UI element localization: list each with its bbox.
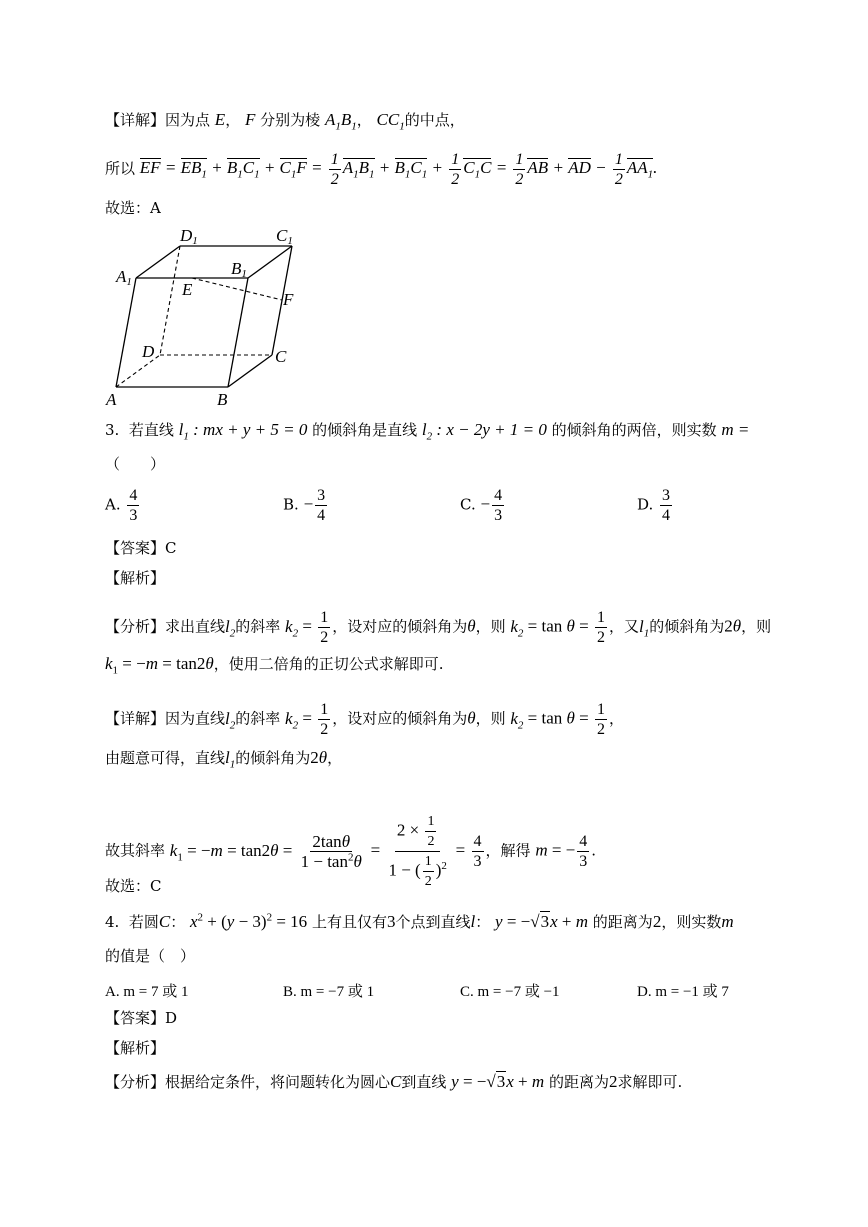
q4-option-a[interactable]: A. m = 7 或 1 — [105, 984, 189, 1000]
label-d: D — [142, 342, 155, 361]
q3-analysis-line2: $k_1 = -m = \tan 2\theta$，使用二倍角的正切公式求解即可. — [105, 654, 444, 677]
q3-final: 故选：C — [105, 877, 162, 895]
q4-answer: 【答案】D — [105, 1009, 178, 1027]
prev-answer: 故选：A — [105, 199, 161, 217]
edge-d1d — [160, 246, 180, 355]
label-a1: A1 — [116, 267, 132, 288]
label-f: F — [283, 290, 294, 309]
q3-analysis-head: 【解析】 — [105, 569, 166, 587]
edge-b1c1 — [248, 246, 292, 278]
q4-stem: 4. 若圆C： $x^2 + (y - 3)^2 = 16$ 上有且仅有3个点到直线l： y = −√3x + m 的距离为2，则实数m — [105, 911, 734, 931]
q4-stem-end: 的值是（ ） — [105, 947, 196, 965]
prev-vector-equation: 所以 EF = $EB_1 + B_1C_1 + C_1F$ = $\frac{1}{2}$ $A_1B_1 + B_1C_1$ + $\frac{1}{2}$ $C_1C$ = $\frac{1}{2}$ AB + AD − $\frac{1}{2}$ $AA_1$. — [105, 151, 658, 188]
label-b: B — [217, 390, 228, 409]
q3-detail-line3: 故其斜率 $k_1 = -m = \tan 2\theta$ = $\frac{2\tan\theta}{1 - \tan^2\theta}$ = 2 × $\frac{1}{2}$ 1 − ( $\frac{1}{2}$ )$^2$ = $\frac{4}{3}$ ，解得 m = − $\frac{4}{3}$ . — [105, 814, 597, 889]
label-c1: C1 — [276, 226, 293, 247]
edge-a1a — [116, 278, 136, 387]
q4-option-d[interactable]: D. m = −1 或 7 — [637, 984, 729, 1000]
q3-option-b[interactable]: B. − $\frac{3}{4}$ — [283, 487, 326, 524]
label-e: E — [182, 280, 193, 299]
q4-option-b[interactable]: B. m = −7 或 1 — [283, 984, 375, 1000]
q3-detail-line1: 【详解】因为直线$l_2$的斜率 $k_2$ = $\frac{1}{2}$ ，设对应的倾斜角为θ，则 $k_2 = \tan \theta$ = $\frac{1}{2}$ ， — [105, 701, 624, 738]
q3-paren: （ ） — [105, 455, 166, 473]
prev-detail-line: 【详解】因为点 E， F 分别为棱 $A_1B_1$， $CC_1$的中点， — [105, 110, 465, 133]
label-d1: D1 — [180, 226, 198, 247]
q4-analysis-line: 【分析】根据给定条件，将问题转化为圆心C到直线 y = −√3x + m 的距离为2求解即可. — [105, 1072, 683, 1091]
q3-detail-line2: 由题意可得，直线$l_1$的倾斜角为2θ， — [105, 748, 343, 771]
label-b1: B1 — [231, 259, 247, 280]
q3-option-d[interactable]: D. $\frac{3}{4}$ — [637, 487, 671, 524]
q3-analysis-line1: 【分析】求出直线$l_2$的斜率 $k_2$ = $\frac{1}{2}$ ，设对应的倾斜角为θ，则 $k_2 = \tan \theta$ = $\frac{1}{2}$ ，又$l_1$的倾斜角为2θ，则 — [105, 609, 772, 646]
label-a: A — [106, 390, 117, 409]
q3-stem: 3. 若直线 $l_1$ : mx + y + 5 = 0 的倾斜角是直线 $l_2$ : x − 2y + 1 = 0 的倾斜角的两倍，则实数 m = — [105, 420, 750, 443]
label-c: C — [275, 347, 287, 366]
q4-analysis-head: 【解析】 — [105, 1039, 166, 1057]
edge-b1b — [228, 278, 248, 387]
parallelepiped-figure — [100, 222, 320, 412]
q3-option-c[interactable]: C. − $\frac{4}{3}$ — [460, 487, 503, 524]
q3-option-a[interactable]: A. $\frac{4}{3}$ — [105, 487, 138, 524]
segment-ef — [192, 278, 282, 300]
q4-option-c[interactable]: C. m = −7 或 −1 — [460, 984, 560, 1000]
edge-a1d1 — [136, 246, 180, 278]
q3-answer: 【答案】C — [105, 539, 177, 557]
edge-bc — [228, 355, 272, 387]
